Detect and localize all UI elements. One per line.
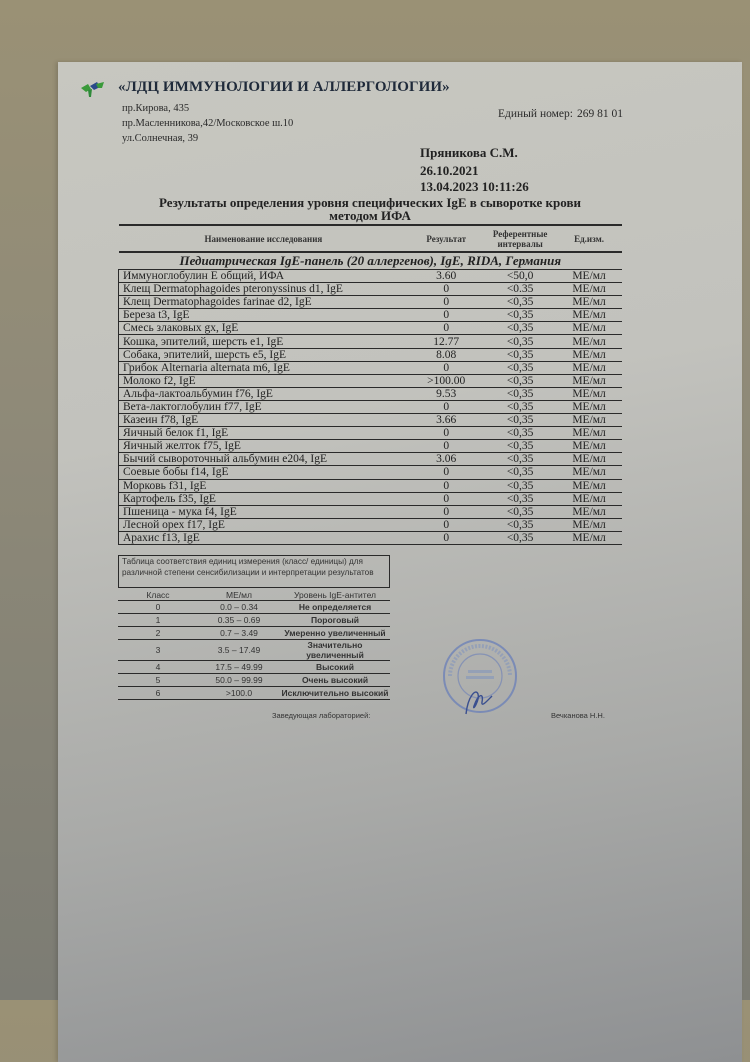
cell-name: Бычий сывороточный альбумин e204, IgE (119, 453, 409, 466)
legend-row (118, 640, 390, 661)
cell-result: 0 (408, 400, 484, 413)
table-row (119, 374, 623, 387)
table-row (119, 414, 623, 427)
cell-result: 0 (408, 440, 484, 453)
cell-ref: <0,35 (484, 414, 556, 427)
cell-ref: <0,35 (484, 361, 556, 374)
cell-name: Альфа-лактоальбумин f76, IgE (119, 387, 409, 400)
cell-name: Яичный белок f1, IgE (119, 427, 409, 440)
column-header-reference: Референтные интервалы (484, 225, 556, 252)
cell-result: 0 (408, 283, 484, 296)
legend-cell-level: Не определяется (280, 601, 390, 614)
column-header-name: Наименование исследования (119, 225, 409, 252)
cell-ref: <0,35 (484, 453, 556, 466)
address-line: ул.Солнечная, 39 (122, 133, 199, 144)
cell-name: Клещ Dermatophagoides farinae d2, IgE (119, 296, 409, 309)
legend-cell-range: 50.0 – 99.99 (198, 674, 280, 687)
cell-unit: МЕ/мл (556, 322, 622, 335)
legend-row (118, 627, 390, 640)
cell-unit: МЕ/мл (556, 466, 622, 479)
legend-row (118, 687, 390, 700)
legend-cell-range: >100.0 (198, 687, 280, 700)
cell-ref: <0,35 (484, 335, 556, 348)
legend-cell-level: Исключительно высокий (281, 688, 389, 698)
cell-ref: <0,35 (484, 322, 556, 335)
dob-value: 26.10.2021 (420, 163, 479, 178)
leaf-bird-logo-icon (80, 80, 106, 98)
cell-name: Кошка, эпителий, шерсть e1, IgE (119, 335, 409, 348)
legend-header-class: Класс (118, 589, 198, 601)
cell-result: 0 (408, 505, 484, 518)
legend-cell-range: 0.7 – 3.49 (198, 627, 280, 640)
table-row (119, 427, 623, 440)
cell-result: 3.60 (408, 270, 484, 283)
report-title-line: Результаты определения уровня специфических IgE в сыворотке крови (159, 195, 581, 210)
cell-ref: <0,35 (484, 374, 556, 387)
cell-result: 0 (408, 427, 484, 440)
legend-header-level: Уровень IgE-антител (280, 589, 390, 601)
cell-unit: МЕ/мл (556, 361, 622, 374)
legend-cell-cls: 5 (118, 674, 198, 687)
signature-name: Вечканова Н.Н. (551, 711, 605, 720)
results-table (118, 224, 622, 545)
cell-unit: МЕ/мл (556, 505, 622, 518)
column-header-result: Результат (408, 225, 484, 252)
cell-result: >100.00 (408, 374, 484, 387)
table-row (119, 387, 623, 400)
cell-name: Иммуноглобулин Е общий, ИФА (119, 270, 409, 283)
legend-row (118, 614, 390, 627)
cell-unit: МЕ/мл (556, 479, 622, 492)
patient-name-value: Пряникова С.М. (420, 145, 518, 160)
cell-name: Молоко f2, IgE (119, 374, 409, 387)
cell-name: Грибок Alternaria alternata m6, IgE (119, 361, 409, 374)
legend-cell-range: 0.0 – 0.34 (198, 601, 280, 614)
address-line: пр.Масленникова,42/Московское ш.10 (122, 118, 294, 129)
phone-value: 269 81 01 (576, 108, 623, 120)
table-row (119, 479, 623, 492)
cell-result: 0 (408, 296, 484, 309)
cell-name: Арахис f13, IgE (119, 531, 409, 544)
report-title (118, 196, 622, 222)
cell-unit: МЕ/мл (556, 374, 622, 387)
legend-cell-cls: 0 (118, 601, 198, 614)
cell-unit: МЕ/мл (556, 335, 622, 348)
cell-result: 3.66 (408, 414, 484, 427)
cell-unit: МЕ/мл (556, 414, 622, 427)
cell-result: 12.77 (408, 335, 484, 348)
cell-result: 0 (408, 466, 484, 479)
cell-unit: МЕ/мл (556, 283, 622, 296)
cell-result: 0 (408, 479, 484, 492)
cell-name: Собака, эпителий, шерсть e5, IgE (119, 348, 409, 361)
table-row (119, 348, 623, 361)
table-row (119, 322, 623, 335)
table-row (119, 361, 623, 374)
legend-row (118, 601, 390, 614)
table-row (119, 309, 623, 322)
table-row (119, 453, 623, 466)
panel-title: Педиатрическая IgE-панель (20 аллергенов), IgE, RIDA, Германия (119, 252, 623, 270)
table-row (119, 335, 623, 348)
cell-unit: МЕ/мл (556, 492, 622, 505)
cell-ref: <0,35 (484, 505, 556, 518)
cell-name: Смесь злаковых gx, IgE (119, 322, 409, 335)
cell-ref: <50,0 (484, 270, 556, 283)
organization-name: «ЛДЦ ИММУНОЛОГИИ И АЛЛЕРГОЛОГИИ» (118, 79, 450, 95)
cell-name: Яичный желток f75, IgE (119, 440, 409, 453)
table-row (119, 270, 623, 283)
legend-cell-level: Высокий (280, 661, 390, 674)
cell-name: Морковь f31, IgE (119, 479, 409, 492)
cell-unit: МЕ/мл (556, 518, 622, 531)
cell-ref: <0.35 (484, 283, 556, 296)
cell-name: Пшеница - мука f4, IgE (119, 505, 409, 518)
table-row (119, 296, 623, 309)
sample-date-value: 13.04.2023 10:11:26 (420, 179, 529, 194)
cell-result: 8.08 (408, 348, 484, 361)
cell-ref: <0,35 (484, 296, 556, 309)
cell-unit: МЕ/мл (556, 270, 622, 283)
table-row (119, 283, 623, 296)
cell-ref: <0,35 (484, 466, 556, 479)
cell-result: 3.06 (408, 453, 484, 466)
cell-name: Береза t3, IgE (119, 309, 409, 322)
cell-unit: МЕ/мл (556, 296, 622, 309)
signature-label: Заведующая лабораторией: (272, 711, 371, 720)
cell-ref: <0,35 (484, 492, 556, 505)
cell-name: Соевые бобы f14, IgE (119, 466, 409, 479)
cell-unit: МЕ/мл (556, 348, 622, 361)
legend-row (118, 661, 390, 674)
legend-row (118, 674, 390, 687)
legend-cell-cls: 1 (118, 614, 198, 627)
legend-header-range: МЕ/мл (198, 589, 280, 601)
legend-cell-level: Значительно увеличенный (280, 640, 390, 661)
cell-unit: МЕ/мл (556, 400, 622, 413)
cell-name: Клещ Dermatophagoides pteronyssinus d1, IgE (119, 283, 409, 296)
class-legend-table (118, 589, 390, 700)
legend-cell-level: Пороговый (280, 614, 390, 627)
cell-unit: МЕ/мл (556, 453, 622, 466)
cell-name: Казеин f78, IgE (119, 414, 409, 427)
legend-cell-cls: 6 (118, 687, 198, 700)
phone-number (494, 108, 623, 120)
cell-unit: МЕ/мл (556, 427, 622, 440)
cell-unit: МЕ/мл (556, 309, 622, 322)
cell-result: 9.53 (408, 387, 484, 400)
table-row (119, 531, 623, 544)
cell-ref: <0,35 (484, 518, 556, 531)
legend-cell-range: 3.5 – 17.49 (198, 640, 280, 661)
address-line: пр.Кирова, 435 (122, 103, 190, 114)
round-stamp-icon (438, 636, 522, 720)
cell-ref: <0,35 (484, 348, 556, 361)
cell-ref: <0,35 (484, 400, 556, 413)
cell-ref: <0,35 (484, 531, 556, 544)
cell-unit: МЕ/мл (556, 440, 622, 453)
cell-result: 0 (408, 322, 484, 335)
column-header-unit: Ед.изм. (556, 225, 622, 252)
legend-description: Таблица соответствия единиц измерения (класс/ единицы) для различной степени сенсибилизации и интерпретации результатов (118, 555, 390, 588)
cell-name: Лесной орех f17, IgE (119, 518, 409, 531)
cell-result: 0 (408, 309, 484, 322)
cell-unit: МЕ/мл (556, 387, 622, 400)
table-row (119, 505, 623, 518)
cell-result: 0 (408, 492, 484, 505)
cell-name: Картофель f35, IgE (119, 492, 409, 505)
table-row (119, 400, 623, 413)
phone-label: Единый номер: (498, 108, 573, 120)
legend-cell-range: 0.35 – 0.69 (198, 614, 280, 627)
legend-cell-level: Очень высокий (280, 674, 390, 687)
cell-name: Вета-лактоглобулин f77, IgE (119, 400, 409, 413)
table-row (119, 492, 623, 505)
cell-ref: <0,35 (484, 479, 556, 492)
cell-ref: <0,35 (484, 427, 556, 440)
report-title-line: методом ИФА (329, 208, 411, 223)
legend-cell-cls: 2 (118, 627, 198, 640)
table-row (119, 466, 623, 479)
table-row (119, 440, 623, 453)
cell-result: 0 (408, 361, 484, 374)
cell-result: 0 (408, 531, 484, 544)
legend-cell-level: Умеренно увеличенный (280, 627, 390, 640)
cell-result: 0 (408, 518, 484, 531)
legend-cell-cls: 3 (118, 640, 198, 661)
cell-ref: <0,35 (484, 440, 556, 453)
legend-cell-range: 17.5 – 49.99 (198, 661, 280, 674)
legend-cell-cls: 4 (118, 661, 198, 674)
cell-unit: МЕ/мл (556, 531, 622, 544)
cell-ref: <0,35 (484, 309, 556, 322)
cell-ref: <0,35 (484, 387, 556, 400)
table-row (119, 518, 623, 531)
